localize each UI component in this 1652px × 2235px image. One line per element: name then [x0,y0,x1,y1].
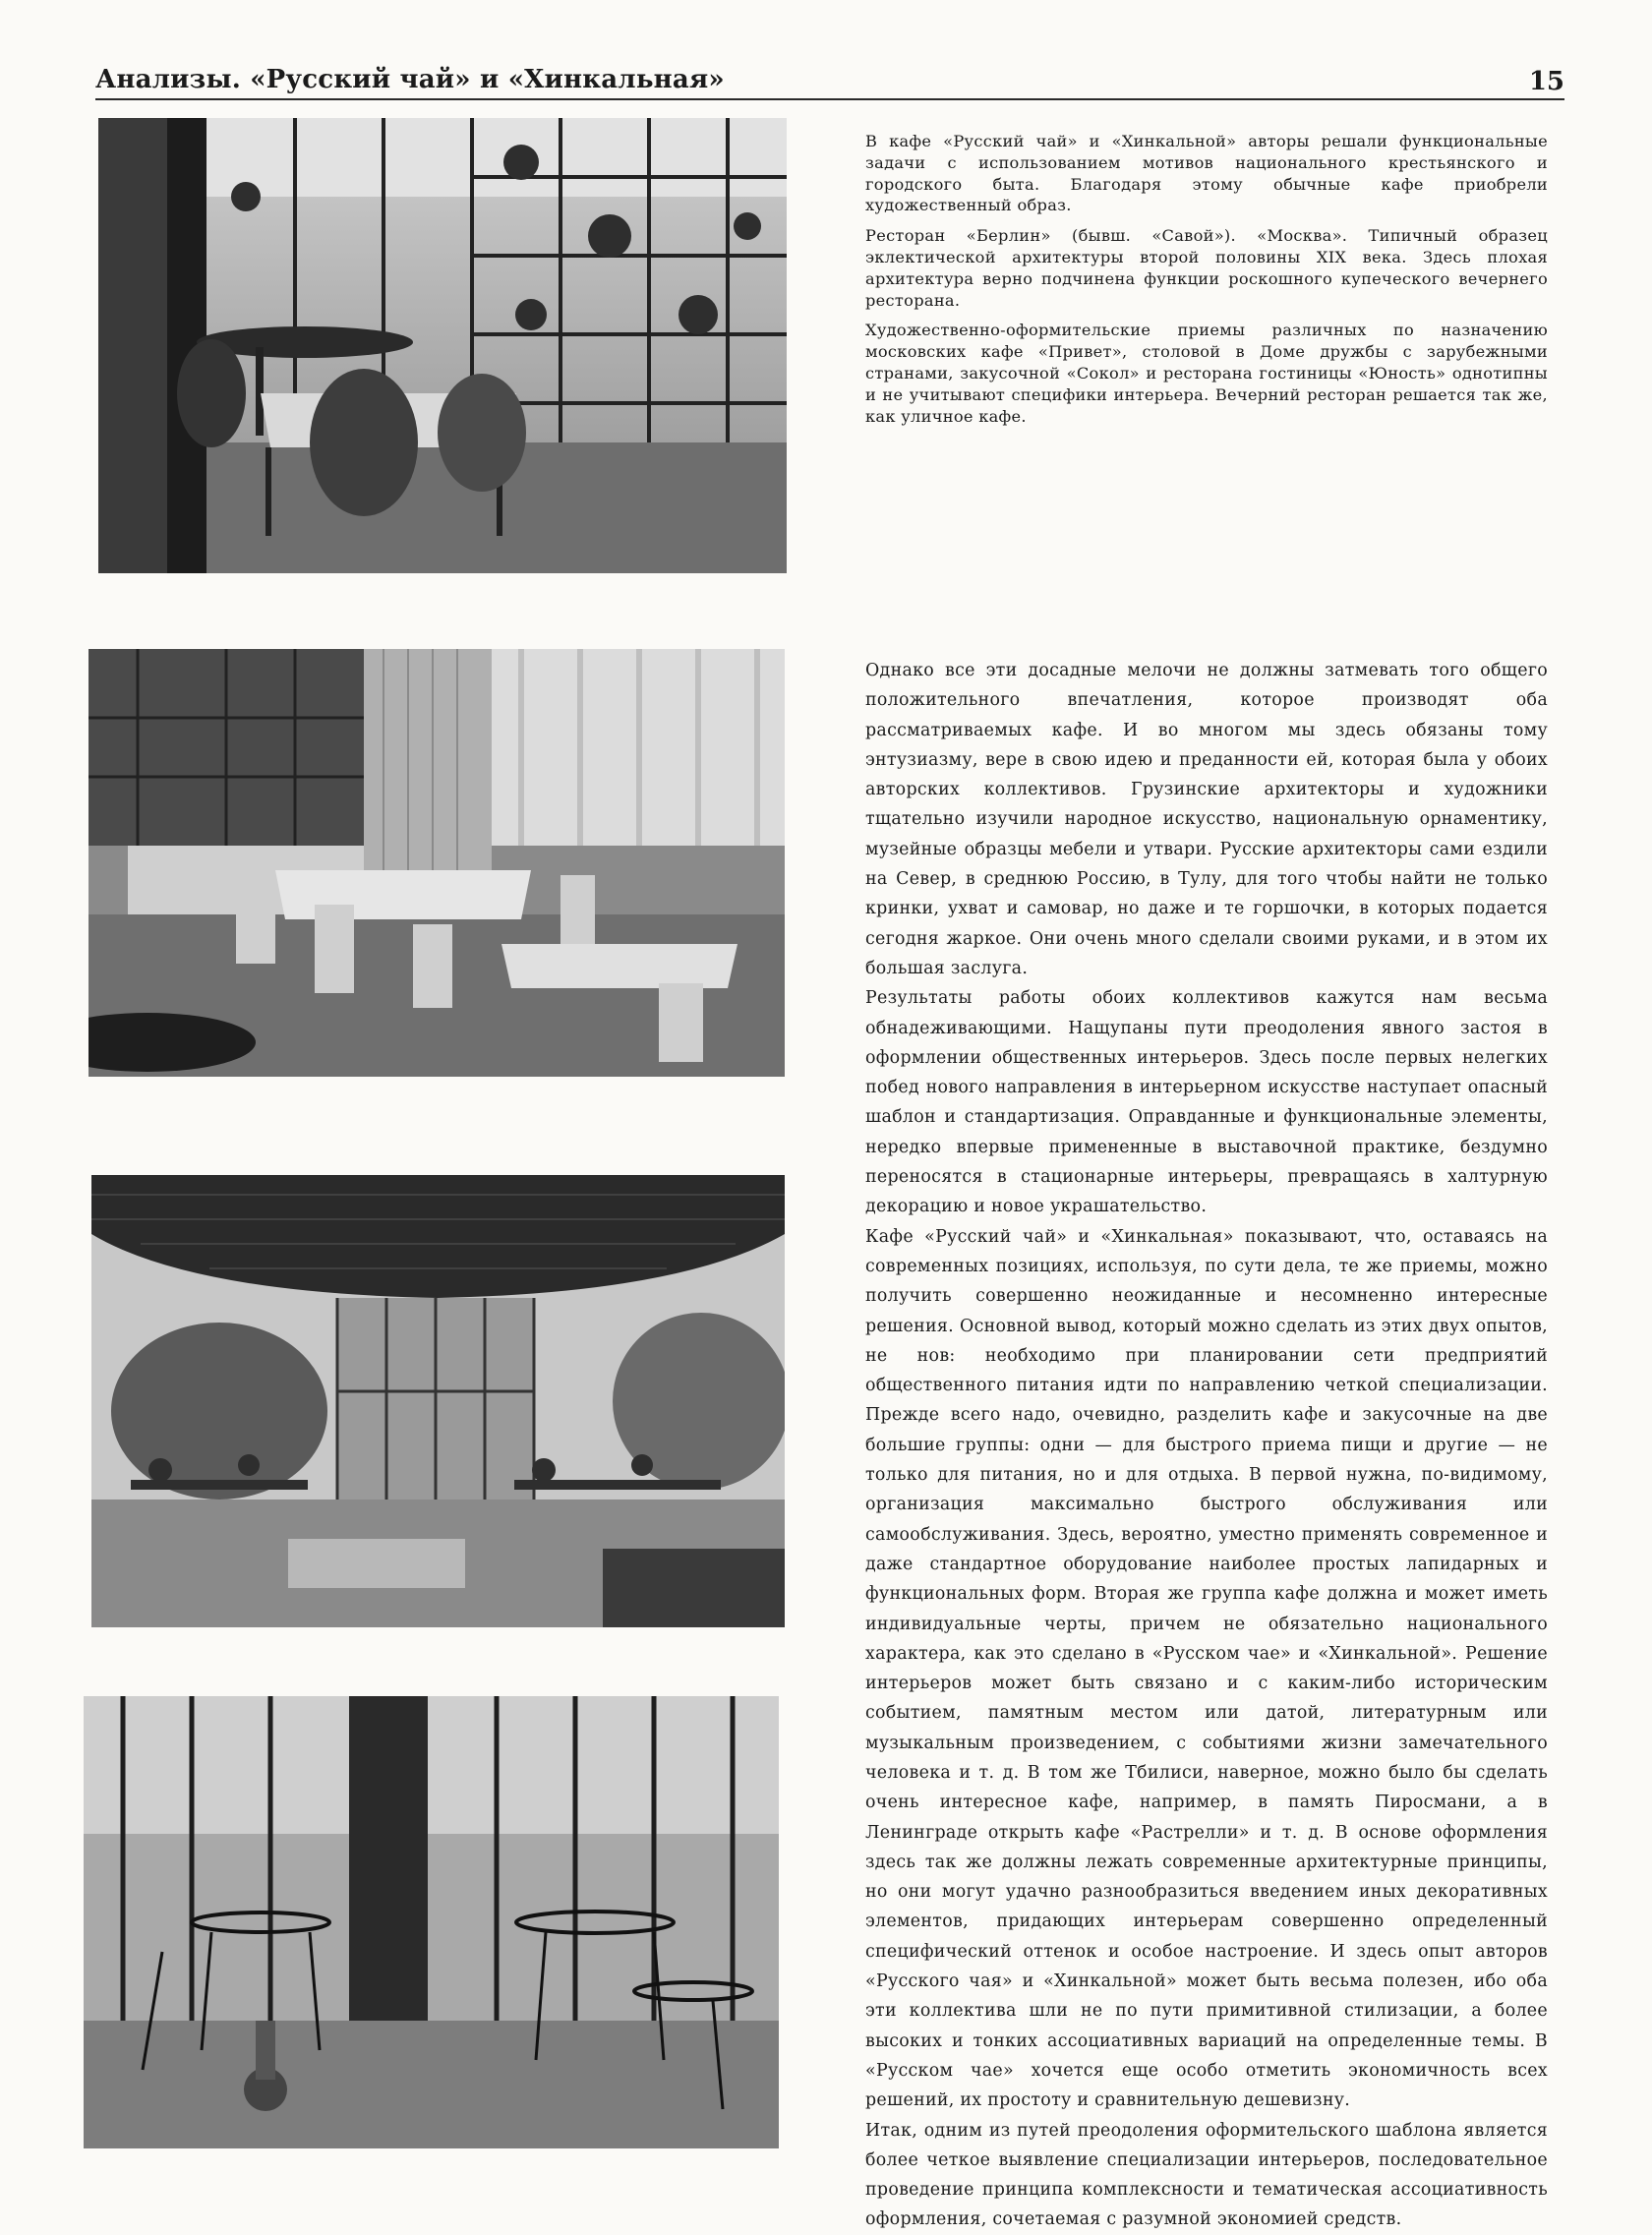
photo-4-image [84,1696,779,2148]
article-body [865,656,1548,2235]
photo-2-image [88,649,785,1077]
header-title: Анализы. «Русский чай» и «Хинкальная» [95,65,725,94]
caption-paragraph: Художественно-оформительские приемы различных по назначению московских кафе «Привет», столовой в Доме дружбы с зарубежными странами, закусочной «Сокол» и ресторана гостиницы «Юность» однотипны и не учитывают специфики интерьера. Вечерний ресторан решается так же, как уличное кафе. [865,321,1548,426]
photo-captions [865,131,1548,436]
photo-cafe-canopy [91,1175,785,1627]
photo-3-image [91,1175,785,1627]
body-paragraph: Итак, одним из путей преодоления оформительского шаблона является более четкое выявление специализации интерьеров, последовательное проведение принципа комплексности и тематическая ассоциативность оформления, сочетаемая с разумной экономией средств. [865,2120,1548,2230]
body-paragraph: Однако все эти досадные мелочи не должны затмевать того общего положительного впечатления, которое производят оба рассматриваемых кафе. И во многом мы здесь обязаны тому энтузиазму, вере в свою идею и преданности ей, которая была у обоих авторских коллективов. Грузинские архитекторы и художники тщательно изучили народное искусство, национальную орнаментику, музейные образцы мебели и утвари. Русские архитекторы сами ездили на Север, в среднюю Россию, в Тулу, для того чтобы найти не только кринки, ухват и самовар, но даже и те горшочки, в которых подается сегодня жаркое. Они очень много сделали своими руками, и в этом их большая заслуга. [865,661,1548,978]
running-header [95,59,1564,100]
caption-paragraph: В кафе «Русский чай» и «Хинкальной» авторы решали функциональные задачи с использованием мотивов национального крестьянского и городского быта. Благодаря этому обычные кафе приобрели художественный образ. [865,132,1548,215]
body-paragraph: Кафе «Русский чай» и «Хинкальная» показывают, что, оставаясь на современных позициях, используя, по сути дела, те же приемы, можно получить совершенно неожиданные и несомненно интересные решения. Основной вывод, который можно сделать из этих двух опытов, не нов: необходимо при планировании сети предприятий общественного питания идти по направлению четкой специализации. Прежде всего надо, очевидно, разделить кафе и закусочные на две большие группы: одни — для быстрого приема пищи и другие — не только для питания, но и для отдыха. В первой нужна, по-видимому, организация максимально быстрого обслуживания или самообслуживания. Здесь, вероятно, уместно применять современное и даже стандартное оборудование наиболее простых лапидарных и функциональных форм. Вторая же группа кафе должна и может иметь индивидуальные черты, причем не обязательно национального характера, как это сделано в «Русском чае» и «Хинкальной». Решение интерьеров может быть связано и с каким-либо историческим событием, памятным местом или датой, литературным или музыкальным произведением, с событиями жизни замечательного человека и т. д. В том же Тбилиси, наверное, можно было бы сделать очень интересное кафе, например, в память Пиросмани, а в Ленинграде открыть кафе «Растрелли» и т. д. В основе оформления здесь так же должны лежать современные архитектурные принципы, но они могут удачно разнообразиться введением иных декоративных элементов, придающих интерьерам совершенно определенный специфический оттенок и особое настроение. И здесь опыт авторов «Русского чая» и «Хинкальной» может быть весьма полезен, ибо оба эти коллектива шли не по пути примитивной стилизации, а более высоких и тонких ассоциативных вариаций на определенные темы. В «Русском чае» хочется еще особо отметить экономичность всех решений, их простоту и сравнительную дешевизну. [865,1226,1548,2111]
photo-1-image [98,118,787,573]
page-number: 15 [1528,67,1564,96]
photo-cafe-interior-2 [88,649,785,1077]
body-paragraph: Результаты работы обоих коллективов кажутся нам весьма обнадеживающими. Нащупаны пути преодоления явного застоя в оформлении общественных интерьеров. Здесь после первых нелегких побед нового направления в интерьерном искусстве наступает опасный шаблон и стандартизация. Оправданные и функциональные элементы, нередко впервые примененные в выставочной практике, бездумно переносятся в стационарные интерьеры, превращаясь в халтурную декорацию и новое украшательство. [865,988,1548,1217]
caption-paragraph: Ресторан «Берлин» (бывш. «Савой»). «Москва». Типичный образец эклектической архитектуры второй половины XIX века. Здесь плохая архитектура верно подчинена функции роскошного купеческого вечернего ресторана. [865,226,1548,310]
photo-khinkalnaya-interior [84,1696,779,2148]
photo-cafe-interior-1 [98,118,787,573]
